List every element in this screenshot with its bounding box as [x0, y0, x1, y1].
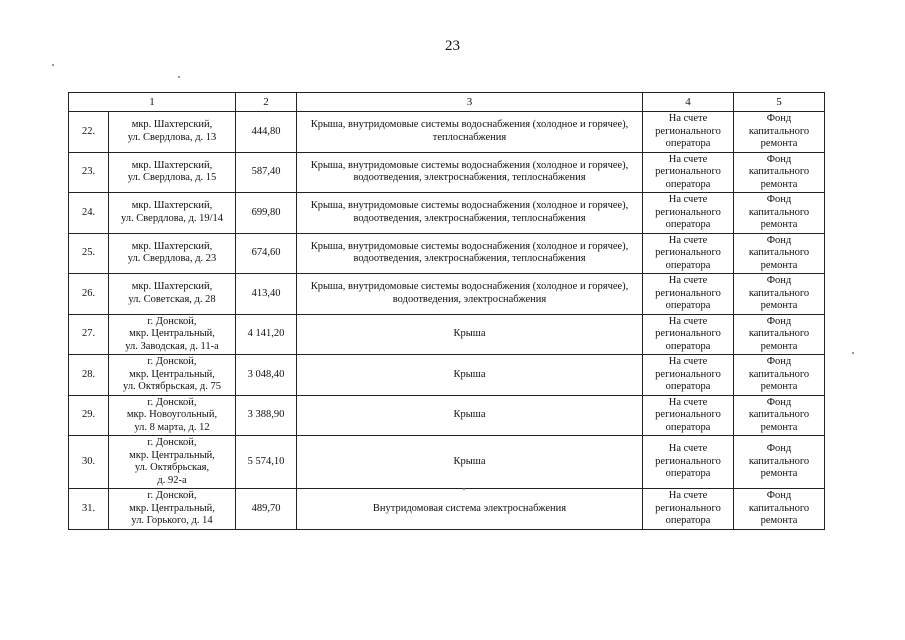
row-number-cell: 22.	[69, 112, 109, 153]
table-row	[69, 233, 825, 274]
works-cell: Крыша, внутридомовые системы водоснабжения (холодное и горячее), водоотведения, электроснабжения, теплоснабжения	[297, 233, 643, 274]
address-cell: мкр. Шахтерский, ул. Свердлова, д. 19/14	[109, 193, 236, 234]
account-cell: На счете регионального оператора	[643, 193, 734, 234]
area-cell: 3 048,40	[236, 355, 297, 396]
scan-speck	[463, 488, 465, 490]
table-row	[69, 355, 825, 396]
fund-cell: Фонд капитального ремонта	[734, 436, 825, 489]
repair-program-table	[68, 92, 825, 530]
area-cell: 3 388,90	[236, 395, 297, 436]
account-cell: На счете регионального оператора	[643, 233, 734, 274]
area-cell: 4 141,20	[236, 314, 297, 355]
area-cell: 5 574,10	[236, 436, 297, 489]
address-cell: г. Донской, мкр. Центральный, ул. Октябрьская, д. 92-а	[109, 436, 236, 489]
row-number-cell: 27.	[69, 314, 109, 355]
works-cell: Крыша, внутридомовые системы водоснабжения (холодное и горячее), водоотведения, электроснабжения, теплоснабжения	[297, 152, 643, 193]
area-cell: 489,70	[236, 489, 297, 530]
table-row	[69, 314, 825, 355]
works-cell: Крыша, внутридомовые системы водоснабжения (холодное и горячее), водоотведения, электроснабжения, теплоснабжения	[297, 193, 643, 234]
account-cell: На счете регионального оператора	[643, 355, 734, 396]
fund-cell: Фонд капитального ремонта	[734, 193, 825, 234]
works-cell: Крыша	[297, 395, 643, 436]
row-number-cell: 24.	[69, 193, 109, 234]
scan-speck	[52, 64, 54, 66]
page-number: 23	[445, 38, 460, 54]
works-cell: Крыша	[297, 436, 643, 489]
row-number-cell: 23.	[69, 152, 109, 193]
address-cell: мкр. Шахтерский, ул. Советская, д. 28	[109, 274, 236, 315]
address-cell: мкр. Шахтерский, ул. Свердлова, д. 15	[109, 152, 236, 193]
row-number-cell: 31.	[69, 489, 109, 530]
scan-speck	[178, 76, 180, 78]
area-cell: 413,40	[236, 274, 297, 315]
column-header-1: 1	[69, 93, 236, 112]
account-cell: На счете регионального оператора	[643, 436, 734, 489]
area-cell: 674,60	[236, 233, 297, 274]
table-row	[69, 152, 825, 193]
table-row	[69, 436, 825, 489]
row-number-cell: 30.	[69, 436, 109, 489]
account-cell: На счете регионального оператора	[643, 395, 734, 436]
works-cell: Крыша	[297, 355, 643, 396]
fund-cell: Фонд капитального ремонта	[734, 112, 825, 153]
column-header-5: 5	[734, 93, 825, 112]
table-row	[69, 489, 825, 530]
table-row	[69, 193, 825, 234]
fund-cell: Фонд капитального ремонта	[734, 395, 825, 436]
row-number-cell: 29.	[69, 395, 109, 436]
works-cell: Крыша, внутридомовые системы водоснабжения (холодное и горячее), водоотведения, электроснабжения	[297, 274, 643, 315]
address-cell: г. Донской, мкр. Центральный, ул. Заводская, д. 11-а	[109, 314, 236, 355]
address-cell: г. Донской, мкр. Центральный, ул. Октябрьская, д. 75	[109, 355, 236, 396]
row-number-cell: 28.	[69, 355, 109, 396]
address-cell: мкр. Шахтерский, ул. Свердлова, д. 23	[109, 233, 236, 274]
address-cell: мкр. Шахтерский, ул. Свердлова, д. 13	[109, 112, 236, 153]
column-header-4: 4	[643, 93, 734, 112]
row-number-cell: 25.	[69, 233, 109, 274]
table-header-row	[69, 93, 825, 112]
column-header-3: 3	[297, 93, 643, 112]
works-cell: Внутридомовая система электроснабжения	[297, 489, 643, 530]
account-cell: На счете регионального оператора	[643, 314, 734, 355]
address-cell: г. Донской, мкр. Новоугольный, ул. 8 марта, д. 12	[109, 395, 236, 436]
account-cell: На счете регионального оператора	[643, 112, 734, 153]
fund-cell: Фонд капитального ремонта	[734, 152, 825, 193]
account-cell: На счете регионального оператора	[643, 489, 734, 530]
fund-cell: Фонд капитального ремонта	[734, 489, 825, 530]
area-cell: 587,40	[236, 152, 297, 193]
area-cell: 444,80	[236, 112, 297, 153]
table-row	[69, 274, 825, 315]
works-cell: Крыша, внутридомовые системы водоснабжения (холодное и горячее), теплоснабжения	[297, 112, 643, 153]
scan-speck	[852, 352, 854, 354]
fund-cell: Фонд капитального ремонта	[734, 233, 825, 274]
fund-cell: Фонд капитального ремонта	[734, 314, 825, 355]
account-cell: На счете регионального оператора	[643, 152, 734, 193]
fund-cell: Фонд капитального ремонта	[734, 274, 825, 315]
row-number-cell: 26.	[69, 274, 109, 315]
address-cell: г. Донской, мкр. Центральный, ул. Горького, д. 14	[109, 489, 236, 530]
column-header-2: 2	[236, 93, 297, 112]
works-cell: Крыша	[297, 314, 643, 355]
area-cell: 699,80	[236, 193, 297, 234]
table-row	[69, 112, 825, 153]
table-row	[69, 395, 825, 436]
fund-cell: Фонд капитального ремонта	[734, 355, 825, 396]
account-cell: На счете регионального оператора	[643, 274, 734, 315]
